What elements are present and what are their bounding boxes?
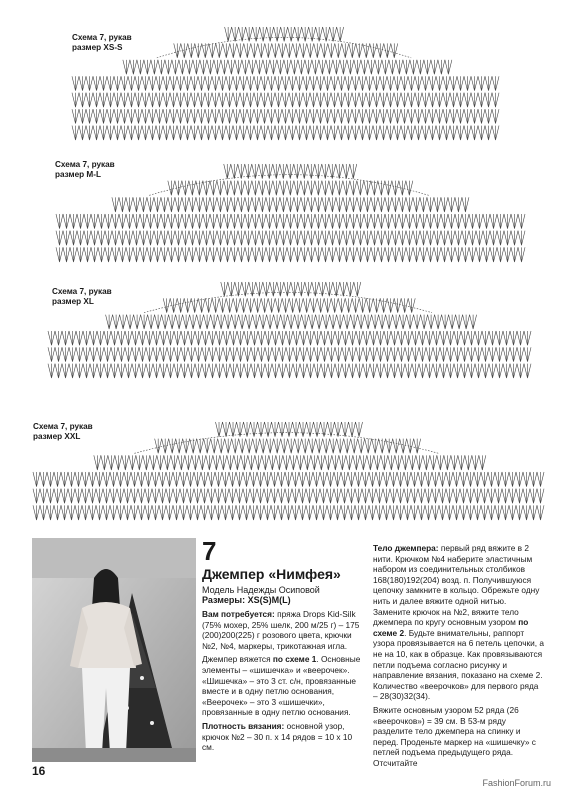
density-label: Плотность вязания: (202, 720, 285, 731)
pattern-body-instructions (373, 543, 545, 771)
chart-label-xxl (33, 422, 93, 442)
scheme-text-a: Джемпер вяжется (202, 654, 271, 665)
materials-text: пряжа Drops Kid-Silk (75% мохер, 25% шелк, 200 м/25 г) – 175 (200)200(225) г розового цвета, крючки №2, №4, маркеры, трикотажная игла. (202, 609, 360, 651)
body-paragraph-2: Вяжите основным узором 52 ряда (26 «веерочков») = 39 см. В 53-м ряду разделите тело джемпера на спинку и перед. Проденьте маркер на «шишечку» с петлей подъема предыдущего ряда. Отсчитайте (373, 704, 536, 768)
pattern-number: 7 (202, 536, 217, 566)
scheme-paragraph (202, 654, 364, 718)
chart-label-xs-s (72, 33, 132, 53)
chart-label-size: размер XXL (33, 432, 81, 441)
chart-label-line: Схема 7, рукав (72, 33, 132, 42)
chart-label-line: Схема 7, рукав (55, 160, 115, 169)
chart-label-size: размер M-L (55, 170, 101, 179)
scheme-text-b: . Основные элементы – «шишечка» и «веерочек». «Шишечка» – это 3 ст. с/н, провязанные вместе и в одну петлю основания, «Веерочек» – это 3 «шишечки», провязанные в одну петлю основания. (202, 654, 361, 718)
crochet-chart-3 (33, 422, 544, 520)
body-text-a: первый ряд вяжите в 2 нити. Крючком №4 наберите эластичным набором из соединительных столбиков 168(180)192(204) возд. п. Получившуюся цепочку замкните в кольцо. Обрежьте одну нить и далее вяжите одной нитью. Замените крючок на №2, вяжите тело джемпера по кругу основным узором (373, 543, 540, 628)
sizes-value: XS(S)M(L) (247, 595, 291, 605)
pattern-sizes (202, 595, 364, 605)
body-paragraph (373, 543, 545, 702)
pattern-intro (202, 538, 364, 756)
scheme-bold: по схеме 1 (272, 654, 317, 665)
crochet-chart-2 (48, 282, 531, 378)
materials-label: Вам потребуется: (202, 609, 275, 619)
chart-label-m-l (55, 160, 115, 180)
density-text: основной узор, крючок №2 – 30 п. х 14 рядов = 10 х 10 см. (202, 720, 353, 753)
density-paragraph (202, 721, 364, 753)
chart-label-size: размер XL (52, 297, 94, 306)
materials-paragraph (202, 609, 364, 651)
crochet-chart-1 (56, 164, 525, 262)
chart-label-size: размер XS-S (72, 43, 123, 52)
pattern-author: Модель Надежды Осиповой (202, 585, 320, 595)
body-label: Тело джемпера: (373, 543, 439, 553)
body-bold: по схеме 2 (373, 617, 529, 638)
body-text-b: . Будьте внимательны, раппорт узора провязывается на 6 петель цепочки, а не на 10, как в образце. Как провязываются петли подъема согласно рисунку и направление вязания, показано на схеме 2. Количество «веерочков» для первого ряда – 28(30)32(34). (373, 627, 545, 702)
pattern-title: Джемпер «Нимфея» (202, 566, 341, 582)
chart-label-xl (52, 287, 112, 307)
crochet-chart-0 (72, 27, 499, 140)
page-number: 16 (32, 764, 46, 778)
model-photo (32, 538, 196, 762)
watermark: FashionForum.ru (482, 778, 551, 788)
sizes-label: Размеры: (202, 595, 246, 605)
chart-label-line: Схема 7, рукав (33, 422, 93, 431)
chart-label-line: Схема 7, рукав (52, 287, 112, 296)
